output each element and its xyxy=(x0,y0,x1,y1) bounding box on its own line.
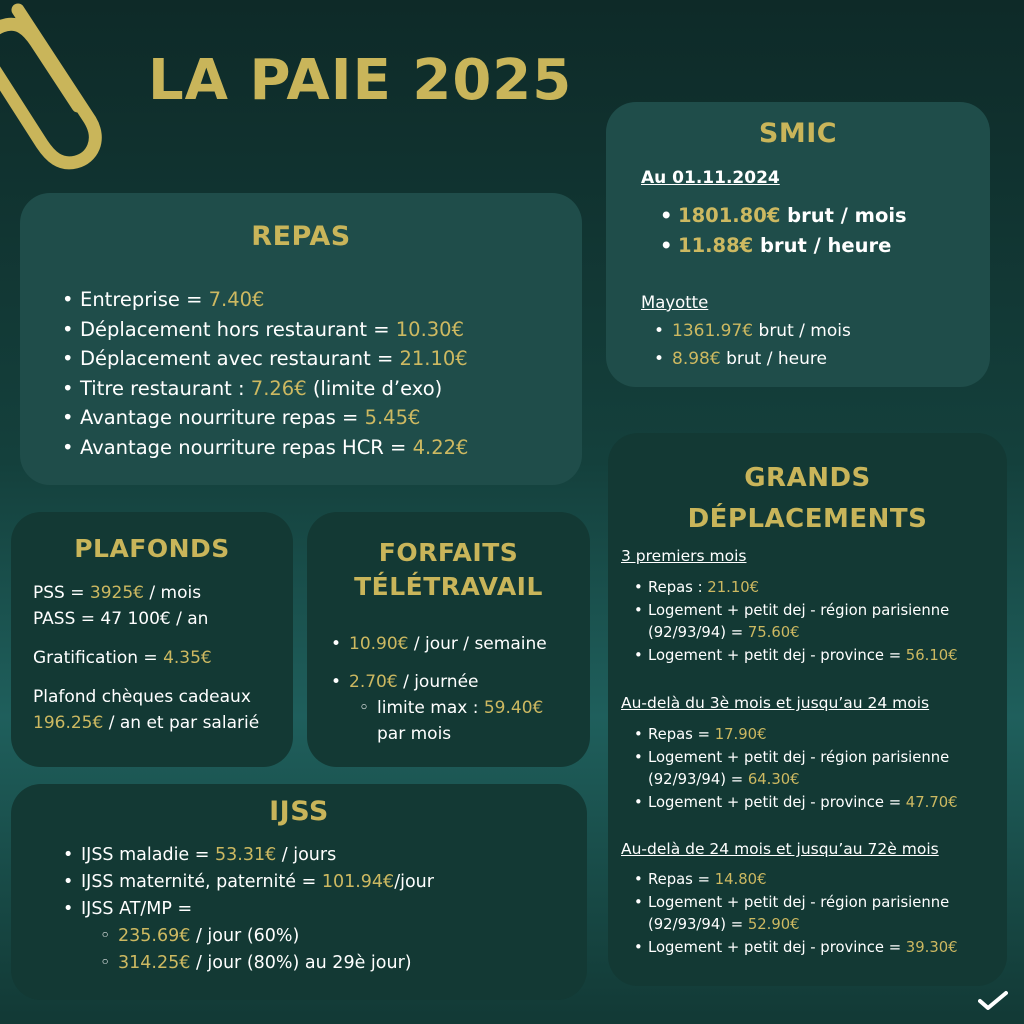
smic-date: Au 01.11.2024 xyxy=(641,168,780,188)
list-item: • Repas = 14.80€ xyxy=(634,869,958,892)
list-item: • 1361.97€ brut / mois xyxy=(652,317,851,345)
list-item: • IJSS maladie = 53.31€ / jours xyxy=(61,842,434,869)
list-item: • Repas = 17.90€ xyxy=(634,724,958,747)
ijss-list xyxy=(61,842,434,977)
list-item: • Logement + petit dej - province = 47.70€ xyxy=(634,792,958,815)
ijss-sublist xyxy=(96,923,434,977)
mayotte-label: Mayotte xyxy=(641,293,709,312)
list-item: • 8.98€ brut / heure xyxy=(652,345,851,373)
paperclip-icon xyxy=(0,0,130,170)
smic-list xyxy=(658,201,907,261)
list-item: • Logement + petit dej - région parisienne (92/93/94) = 64.30€ xyxy=(634,747,958,792)
list-item: • Titre restaurant : 7.26€ (limite d’exo) xyxy=(60,374,582,404)
list-item: • IJSS AT/MP = ◦ 235.69€ / jour (60%) ◦ 314.25€ / jour (80%) au 29è jour) xyxy=(61,896,434,977)
plafonds-body xyxy=(33,580,259,736)
plafonds-card xyxy=(11,512,293,767)
cheques-label: Plafond chèques cadeaux xyxy=(33,687,251,707)
section-list xyxy=(634,724,958,815)
ijss-title: IJSS xyxy=(269,796,329,827)
forfaits-list xyxy=(329,631,547,747)
section-list xyxy=(634,577,958,668)
cheques-line: 196.25€ / an et par salarié xyxy=(33,713,260,733)
list-item: • Avantage nourriture repas = 5.45€ xyxy=(60,403,582,433)
list-item: • Repas : 21.10€ xyxy=(634,577,958,600)
page-title: LA PAIE 2025 xyxy=(148,48,573,113)
checkmark-icon xyxy=(978,990,1008,1010)
list-item: • 1801.80€ brut / mois xyxy=(658,201,907,231)
grands-title: GRANDS DÉPLACEMENTS xyxy=(687,463,928,534)
section-heading: Au-delà du 3è mois et jusqu’au 24 mois xyxy=(621,694,930,712)
repas-list xyxy=(60,285,582,463)
plafonds-title: PLAFONDS xyxy=(74,534,230,563)
section-heading: Au-delà de 24 mois et jusqu’au 72è mois xyxy=(621,840,939,858)
list-item: ◦ limite max : 59.40€ par mois xyxy=(355,695,547,747)
mayotte-list xyxy=(652,317,851,373)
forfaits-sublist xyxy=(349,695,547,747)
ijss-card xyxy=(11,784,587,1000)
pss-line: PSS = 3925€ / mois xyxy=(33,583,202,603)
gratification-line: Gratification = 4.35€ xyxy=(33,648,212,668)
list-item: • Déplacement hors restaurant = 10.30€ xyxy=(60,315,582,345)
list-item: • 2.70€ / journée ◦ limite max : 59.40€ par mois xyxy=(329,669,547,747)
grands-deplacements-card xyxy=(608,433,1007,986)
list-item: • Logement + petit dej - province = 39.30€ xyxy=(634,937,958,960)
section-list xyxy=(634,869,958,960)
pass-line: PASS = 47 100€ / an xyxy=(33,609,209,629)
list-item: • Avantage nourriture repas HCR = 4.22€ xyxy=(60,433,582,463)
forfaits-title: FORFAITS TÉLÉTRAVAIL xyxy=(354,538,543,601)
list-item: ◦ 314.25€ / jour (80%) au 29è jour) xyxy=(96,950,434,977)
list-item: • 11.88€ brut / heure xyxy=(658,231,907,261)
list-item: • Logement + petit dej - province = 56.10€ xyxy=(634,645,958,668)
list-item: ◦ 235.69€ / jour (60%) xyxy=(96,923,434,950)
list-item: • Entreprise = 7.40€ xyxy=(60,285,582,315)
list-item: • Logement + petit dej - région parisienne (92/93/94) = 75.60€ xyxy=(634,600,958,645)
list-item: • 10.90€ / jour / semaine xyxy=(329,631,547,657)
smic-card xyxy=(606,102,990,387)
smic-title: SMIC xyxy=(758,118,838,149)
list-item: • IJSS maternité, paternité = 101.94€/jour xyxy=(61,869,434,896)
list-item: • Logement + petit dej - région parisienne (92/93/94) = 52.90€ xyxy=(634,892,958,937)
forfaits-card xyxy=(307,512,590,767)
repas-card xyxy=(20,193,582,485)
repas-title: REPAS xyxy=(251,221,351,252)
list-item: • Déplacement avec restaurant = 21.10€ xyxy=(60,344,582,374)
section-heading: 3 premiers mois xyxy=(621,547,747,565)
